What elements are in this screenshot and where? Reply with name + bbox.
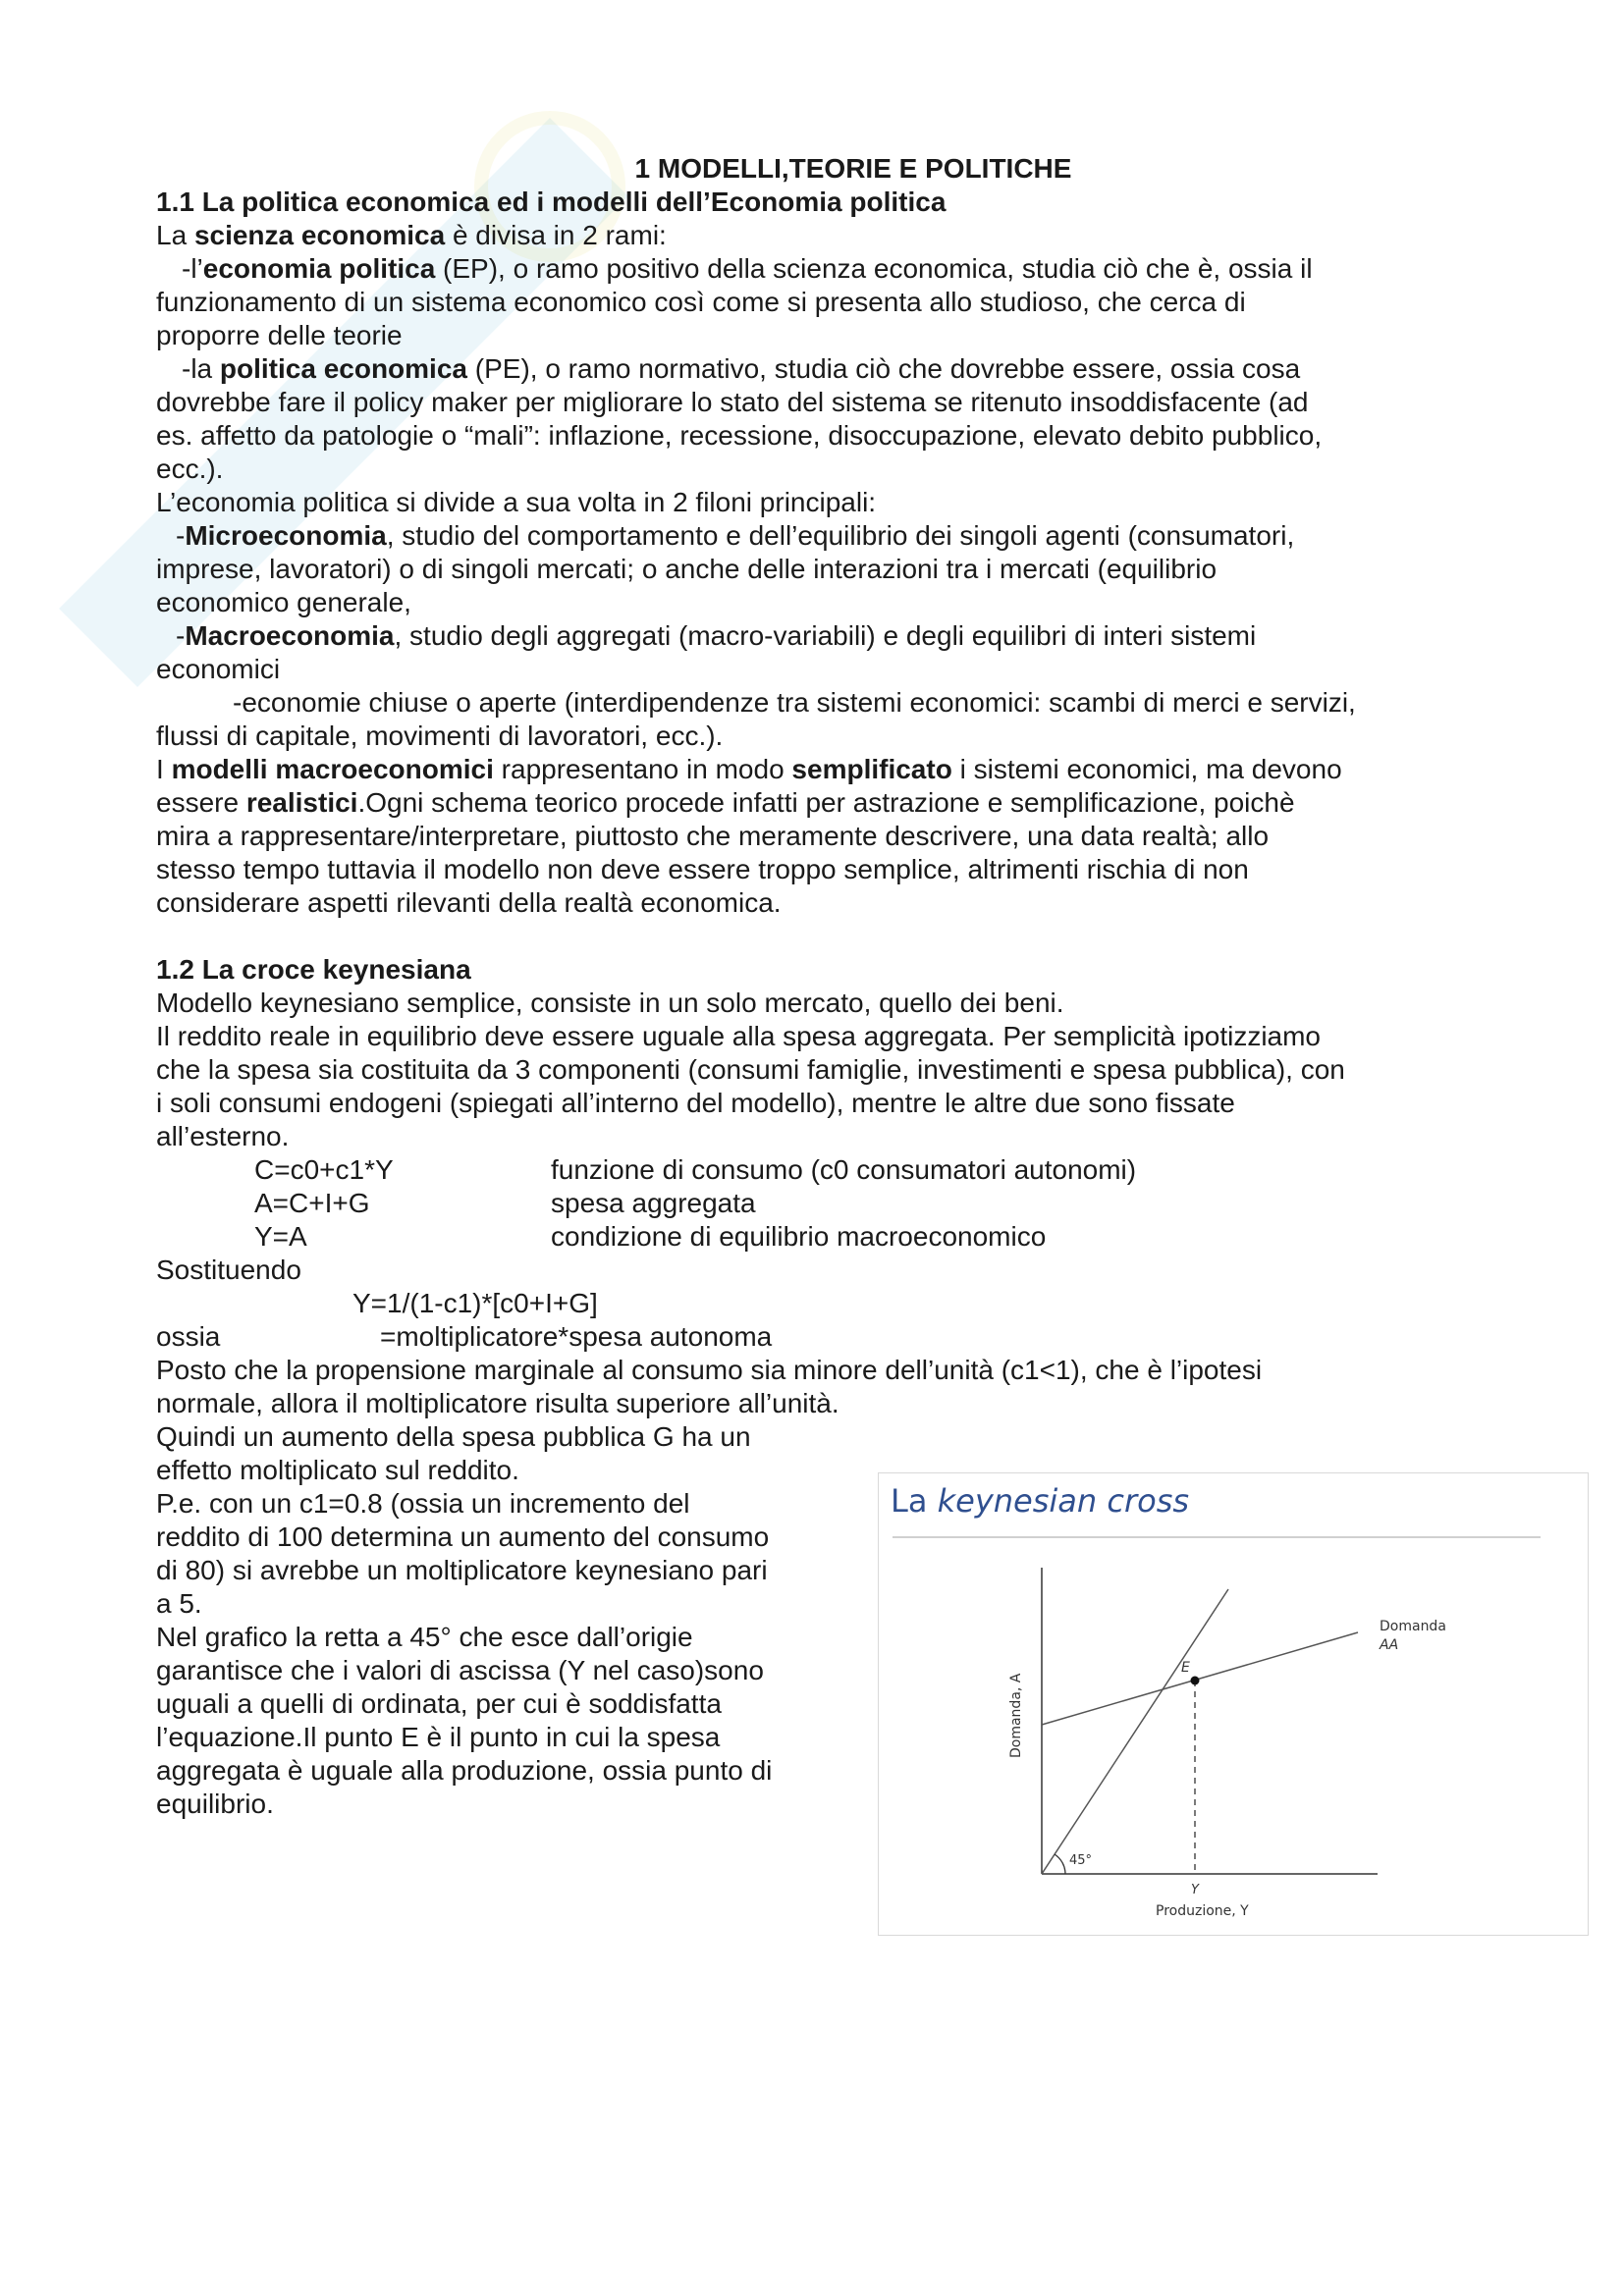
- x-axis-label: Produzione, Y: [1156, 1903, 1249, 1919]
- equation-row: [156, 1187, 1491, 1220]
- equation: Y=A: [254, 1221, 307, 1252]
- filoni-line: L’economia politica si divide a sua volta in 2 filoni principali:: [156, 487, 877, 517]
- equation-desc: spesa aggregata: [551, 1188, 756, 1218]
- croce-line-1: Modello keynesiano semplice, consiste in un solo mercato, quello dei beni.: [156, 988, 1064, 1018]
- equation: C=c0+c1*Y: [254, 1154, 394, 1185]
- micro-line-3: economico generale,: [156, 587, 411, 617]
- point-label-e: E: [1181, 1660, 1190, 1676]
- equilibrium-point: [1191, 1677, 1200, 1685]
- explanation-line: uguali a quelli di ordinata, per cui è soddisfatta: [156, 1688, 722, 1719]
- intro-line: La scienza economica è divisa in 2 rami:: [156, 220, 667, 250]
- angle-label: 45°: [1069, 1853, 1093, 1868]
- equation-row: [156, 1153, 1491, 1187]
- ossia-equation: =moltiplicatore*spesa autonoma: [380, 1321, 773, 1352]
- sostituendo-label: Sostituendo: [156, 1255, 301, 1285]
- pe-line-4: ecc.).: [156, 454, 224, 484]
- croce-line-4: i soli consumi endogeni (spiegati all’interno del modello), mentre le altre due sono fissate: [156, 1088, 1235, 1118]
- equation: A=C+I+G: [254, 1188, 370, 1218]
- pe-line-3: es. affetto da patologie o “mali”: inflazione, recessione, disoccupazione, elevato debito pubblico,: [156, 420, 1323, 451]
- demand-label: Domanda: [1380, 1619, 1446, 1634]
- figure-title: La keynesian cross: [891, 1482, 1190, 1520]
- explanation-line: reddito di 100 determina un aumento del consumo: [156, 1522, 770, 1552]
- explanation-line: garantisce che i valori di ascissa (Y nel caso)sono: [156, 1655, 764, 1685]
- explanation-line: a 5.: [156, 1588, 202, 1619]
- ep-line: -l’economia politica (EP), o ramo positivo della scienza economica, studia ciò che è, ossia il: [182, 253, 1313, 284]
- models-line: I modelli macroeconomici rappresentano in modo semplificato i sistemi economici, ma devono: [156, 754, 1342, 784]
- equation-desc: condizione di equilibrio macroeconomico: [551, 1221, 1047, 1252]
- explanation-line: l’equazione.Il punto E è il punto in cui la spesa: [156, 1722, 721, 1752]
- ossia-label: ossia: [156, 1321, 221, 1352]
- ep-line-3: proporre delle teorie: [156, 320, 403, 350]
- demand-label-aa: AA: [1380, 1637, 1399, 1653]
- y-tick-label: Y: [1191, 1883, 1199, 1897]
- equation-row: [156, 1220, 1491, 1254]
- posto-line-1: Posto che la propensione marginale al consumo sia minore dell’unità (c1<1), che è l’ipotesi: [156, 1355, 1263, 1385]
- page-title: 1 MODELLI,TEORIE E POLITICHE: [634, 153, 1072, 184]
- models-line-2: essere realistici.Ogni schema teorico procede infatti per astrazione e semplificazione, poichè: [156, 787, 1295, 818]
- y-axis-label: Domanda, A: [1008, 1673, 1024, 1758]
- explanation-line: effetto moltiplicato sul reddito.: [156, 1455, 519, 1485]
- models-line-5: considerare aspetti rilevanti della realtà economica.: [156, 887, 782, 918]
- models-line-3: mira a rappresentare/interpretare, piuttosto che meramente descrivere, una data realtà; allo: [156, 821, 1270, 851]
- explanation-line: aggregata è uguale alla produzione, ossia punto di: [156, 1755, 773, 1786]
- pe-line-2: dovrebbe fare il policy maker per migliorare lo stato del sistema se ritenuto insoddisfacente (ad: [156, 387, 1309, 417]
- models-line-4: stesso tempo tuttavia il modello non deve essere troppo semplice, altrimenti rischia di non: [156, 854, 1249, 884]
- explanation-line: Quindi un aumento della spesa pubblica G ha un: [156, 1421, 751, 1452]
- 45-degree-line: [1042, 1589, 1228, 1874]
- keynesian-cross-diagram: [879, 1473, 1588, 1935]
- explanation-line: equilibrio.: [156, 1789, 274, 1819]
- posto-line-2: normale, allora il moltiplicatore risulta superiore all’unità.: [156, 1388, 839, 1418]
- section-heading-1-2: 1.2 La croce keynesiana: [156, 954, 471, 985]
- macro-line-2: economici: [156, 654, 281, 684]
- croce-line-3: che la spesa sia costituita da 3 componenti (consumi famiglie, investimenti e spesa pubblica), con: [156, 1054, 1345, 1085]
- demand-line-aa: [1042, 1632, 1358, 1725]
- micro-line: -Microeconomia, studio del comportamento e dell’equilibrio dei singoli agenti (consumatori,: [176, 520, 1295, 551]
- 45-degree-arc: [1055, 1854, 1065, 1874]
- ep-line-2: funzionamento di un sistema economico così come si presenta allo studioso, che cerca di: [156, 287, 1246, 317]
- section-heading-1-1: 1.1 La politica economica ed i modelli dell’Economia politica: [156, 187, 947, 217]
- ossia-row: [156, 1320, 1491, 1354]
- pe-line: -la politica economica (PE), o ramo normativo, studia ciò che dovrebbe essere, ossia cosa: [182, 353, 1301, 384]
- explanation-line: di 80) si avrebbe un moltiplicatore keynesiano pari: [156, 1555, 768, 1585]
- explanation-column: [156, 1420, 853, 1821]
- explanation-line: P.e. con un c1=0.8 (ossia un incremento del: [156, 1488, 690, 1519]
- croce-line-5: all’esterno.: [156, 1121, 290, 1151]
- macro-line: -Macroeconomia, studio degli aggregati (macro-variabili) e degli equilibri di interi sistemi: [176, 620, 1257, 651]
- multiplier-formula: Y=1/(1-c1)*[c0+I+G]: [352, 1288, 598, 1318]
- croce-line-2: Il reddito reale in equilibrio deve essere uguale alla spesa aggregata. Per semplicità ipotizziamo: [156, 1021, 1322, 1051]
- economie-line-2: flussi di capitale, movimenti di lavoratori, ecc.).: [156, 721, 724, 751]
- micro-line-2: imprese, lavoratori) o di singoli mercati; o anche delle interazioni tra i mercati (equilibrio: [156, 554, 1218, 584]
- keynesian-cross-figure: [878, 1472, 1589, 1936]
- equation-desc: funzione di consumo (c0 consumatori autonomi): [551, 1154, 1137, 1185]
- economie-line: -economie chiuse o aperte (interdipendenze tra sistemi economici: scambi di merci e servizi,: [233, 687, 1356, 718]
- explanation-line: Nel grafico la retta a 45° che esce dall’origie: [156, 1622, 693, 1652]
